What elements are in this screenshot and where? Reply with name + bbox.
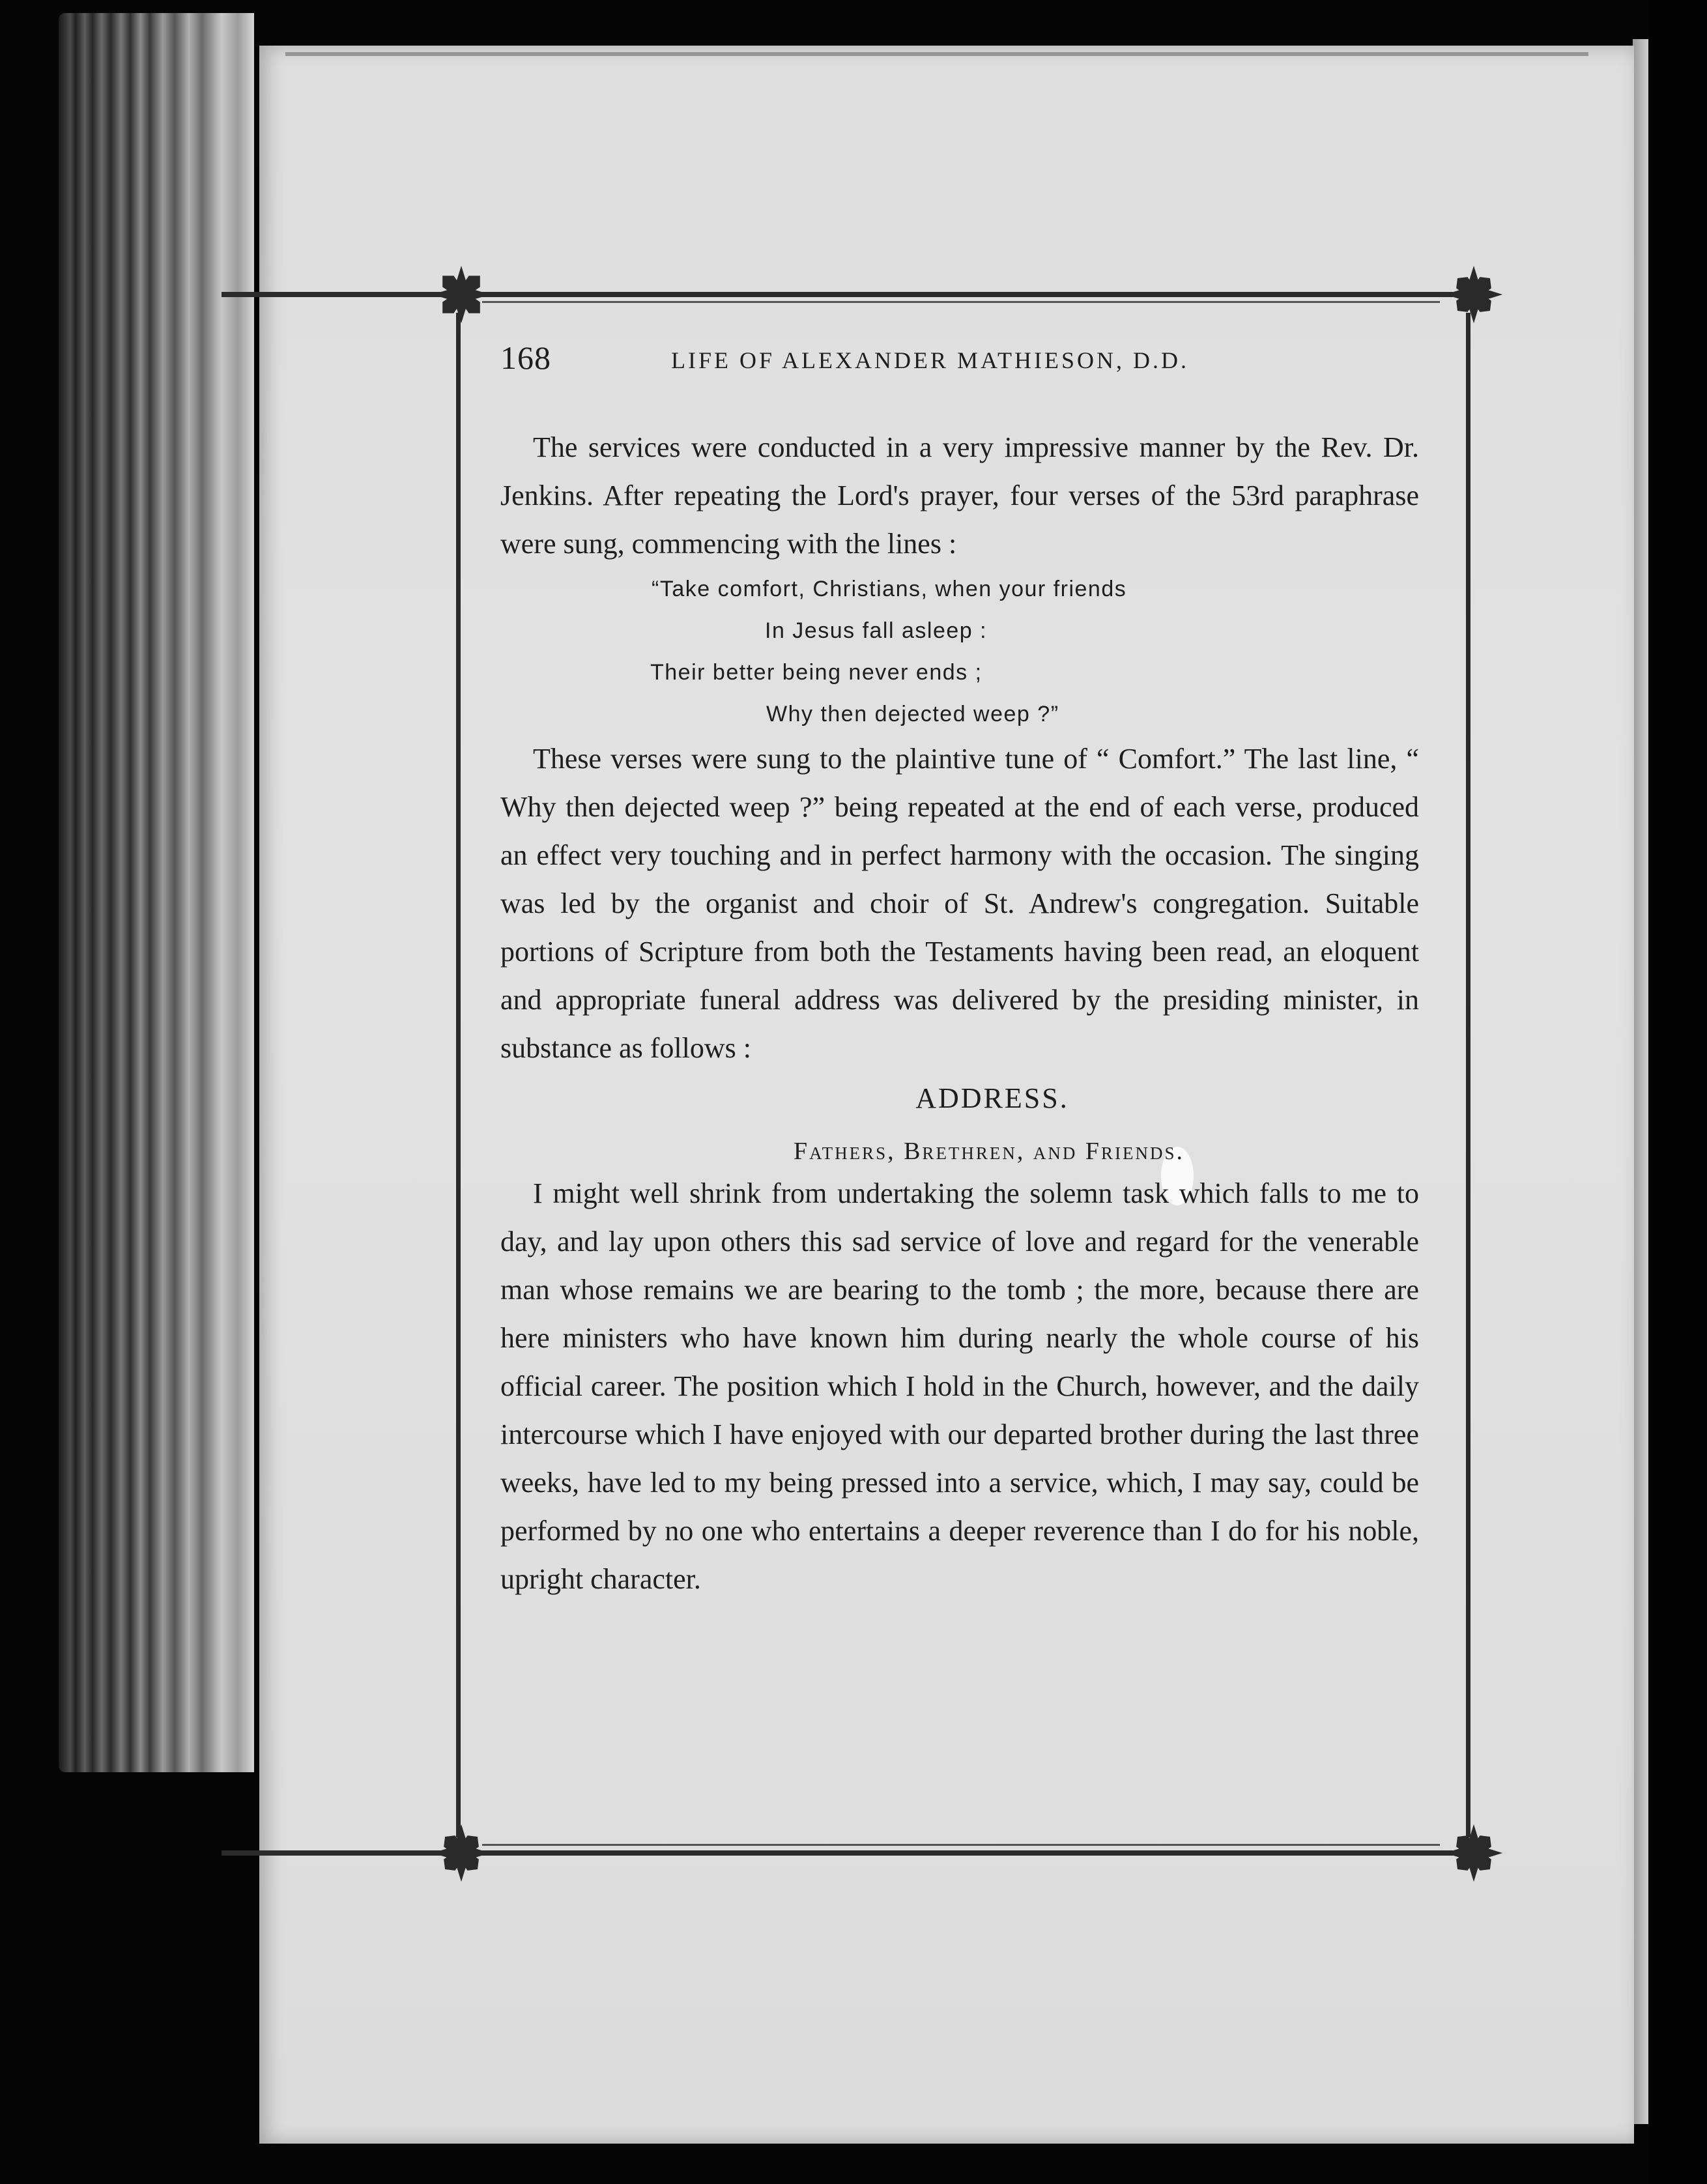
verse-line: Why then dejected weep ?” [766, 702, 1059, 726]
page-content [500, 332, 1419, 1603]
scan-background-right [1648, 0, 1707, 2184]
page-number: 168 [500, 339, 551, 376]
verse-line: “Take comfort, Christians, when your friends [652, 577, 1127, 601]
border-left [456, 313, 461, 1837]
paragraph: These verses were sung to the plaintive tune of “ Comfort.” The last line, “ Why then dejected weep ?” being repeated at the end of each verse, produced an effect very touching and in perfect harmony with the occasion. The singing was led by the organist and choir of St. Andrew's congregation. Suitable portions of Scripture from both the Testaments having been read, an eloquent and appropriate funeral address was delivered by the presiding minister, in substance as follows : [500, 743, 1419, 1064]
page-top-fold [285, 52, 1588, 56]
border-bottom [222, 1850, 1453, 1856]
border-top-inner [482, 301, 1440, 303]
maltese-cross-icon [1442, 1822, 1505, 1884]
salutation: Fathers, Brethren, and Friends. [793, 1138, 1185, 1165]
verse-line: In Jesus fall asleep : [765, 618, 988, 643]
verse-quotation [500, 568, 1419, 735]
verse-line: Their better being never ends ; [650, 660, 983, 685]
maltese-cross-icon [430, 263, 493, 326]
facing-page-edge [1633, 39, 1648, 2124]
paragraph: The services were conducted in a very impressive manner by the Rev. Dr. Jenkins. After repeating the Lord's prayer, four verses of the 53rd paraphrase were sung, commencing with the lines : [500, 431, 1419, 560]
maltese-cross-icon [1442, 263, 1505, 326]
maltese-cross-icon [430, 1822, 493, 1884]
running-head [500, 332, 1419, 391]
section-heading: ADDRESS. [915, 1082, 1069, 1114]
running-head-title: LIFE OF ALEXANDER MATHIESON, D.D. [671, 347, 1189, 373]
border-right [1466, 313, 1470, 1837]
book-page-edges [59, 13, 254, 1772]
border-top [222, 292, 1453, 297]
border-bottom-inner [482, 1844, 1440, 1846]
paragraph: I might well shrink from undertaking the solemn task which falls to me to day, and lay upon others this sad service of love and regard for the venerable man whose remains we are bearing to the tomb ; the more, because there are here ministers who have known him during nearly the whole course of his official career. The position which I hold in the Church, however, and the daily intercourse which I have enjoyed with our departed brother during the last three weeks, have led to my being pressed into a service, which, I may say, could be performed by no one who entertains a deeper reverence than I do for his noble, upright character. [500, 1177, 1419, 1595]
